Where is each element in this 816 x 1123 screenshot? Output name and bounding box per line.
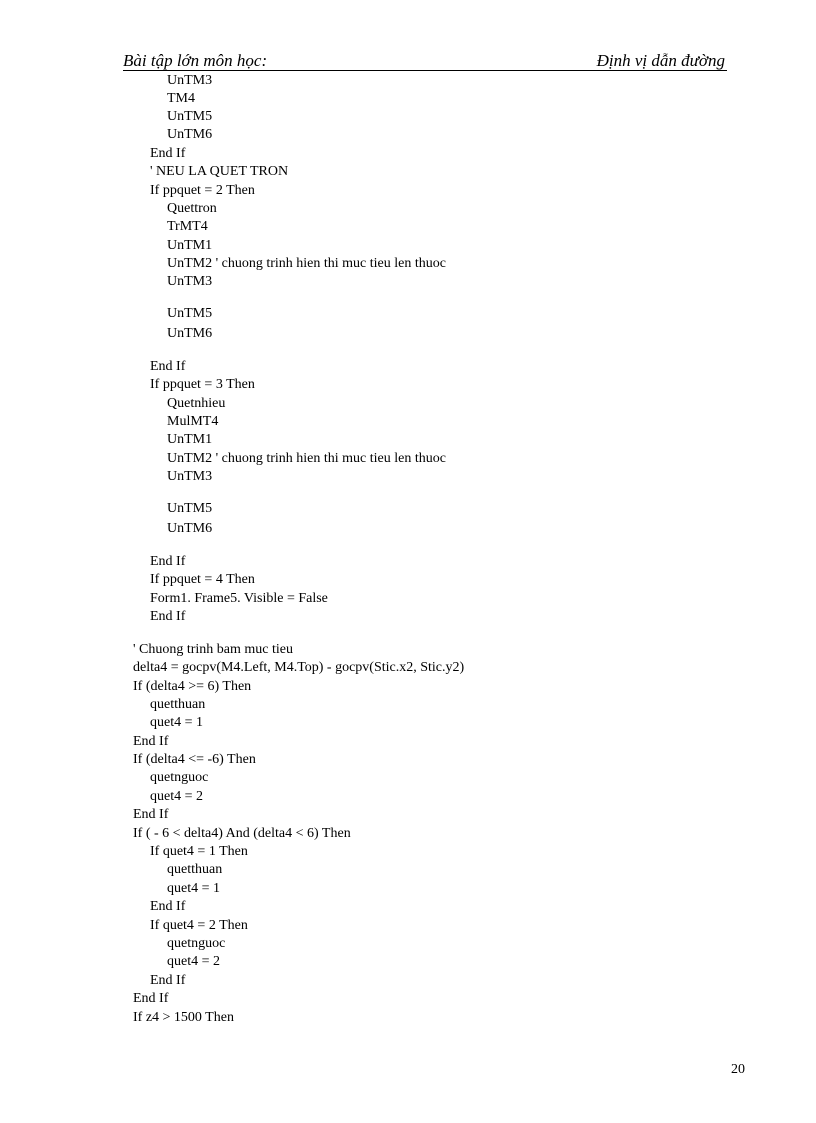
code-line: UnTM1 [167,238,213,253]
code-line: UnTM5 [167,501,213,516]
code-line: UnTM5 [167,306,213,321]
code-line: quet4 = 1 [150,715,203,730]
code-line: End If [150,899,186,914]
code-line: UnTM2 ' chuong trinh hien thi muc tieu len thuoc [167,451,446,466]
code-line: UnTM6 [167,521,213,536]
code-line: quet4 = 2 [150,789,203,804]
code-line: If z4 > 1500 Then [133,1010,234,1025]
page-number: 20 [731,1062,745,1077]
code-line: UnTM3 [167,274,213,289]
code-line: UnTM3 [167,469,213,484]
code-line: If ( - 6 < delta4) And (delta4 < 6) Then [133,826,351,841]
code-line: quetnguoc [150,770,209,785]
code-line: If ppquet = 4 Then [150,572,255,587]
code-line: MulMT4 [167,414,219,429]
code-line: End If [133,734,169,749]
code-line: End If [150,554,186,569]
code-line: End If [133,991,169,1006]
code-line: UnTM6 [167,326,213,341]
code-line: quetnguoc [167,936,226,951]
code-line: UnTM2 ' chuong trinh hien thi muc tieu len thuoc [167,256,446,271]
code-line: End If [150,973,186,988]
code-line: Form1. Frame5. Visible = False [150,591,328,606]
code-line: Quettron [167,201,217,216]
code-line: UnTM3 [167,73,213,88]
code-line: If quet4 = 2 Then [150,918,248,933]
code-line: If quet4 = 1 Then [150,844,248,859]
code-line: If (delta4 >= 6) Then [133,679,252,694]
code-line: If ppquet = 3 Then [150,377,255,392]
code-line: End If [133,807,169,822]
code-line: quet4 = 1 [167,881,220,896]
code-line: UnTM5 [167,109,213,124]
code-line: TrMT4 [167,219,208,234]
code-line: If ppquet = 2 Then [150,183,255,198]
code-line: End If [150,609,186,624]
code-line: If (delta4 <= -6) Then [133,752,256,767]
code-line: ' Chuong trinh bam muc tieu [133,642,294,657]
code-line: quetthuan [150,697,206,712]
code-line: End If [150,146,186,161]
code-line: End If [150,359,186,374]
header-subject-title: Định vị dẫn đường [596,51,725,70]
page-header [123,50,727,71]
code-line: TM4 [167,91,195,106]
header-course-title: Bài tập lớn môn học: [123,51,268,70]
code-line: Quetnhieu [167,396,226,411]
code-line: ' NEU LA QUET TRON [150,164,289,179]
code-line: quet4 = 2 [167,954,220,969]
code-line: quetthuan [167,862,223,877]
code-line: UnTM6 [167,127,213,142]
code-line: delta4 = gocpv(M4.Left, M4.Top) - gocpv(Stic.x2, Stic.y2) [133,660,465,675]
code-line: UnTM1 [167,432,213,447]
